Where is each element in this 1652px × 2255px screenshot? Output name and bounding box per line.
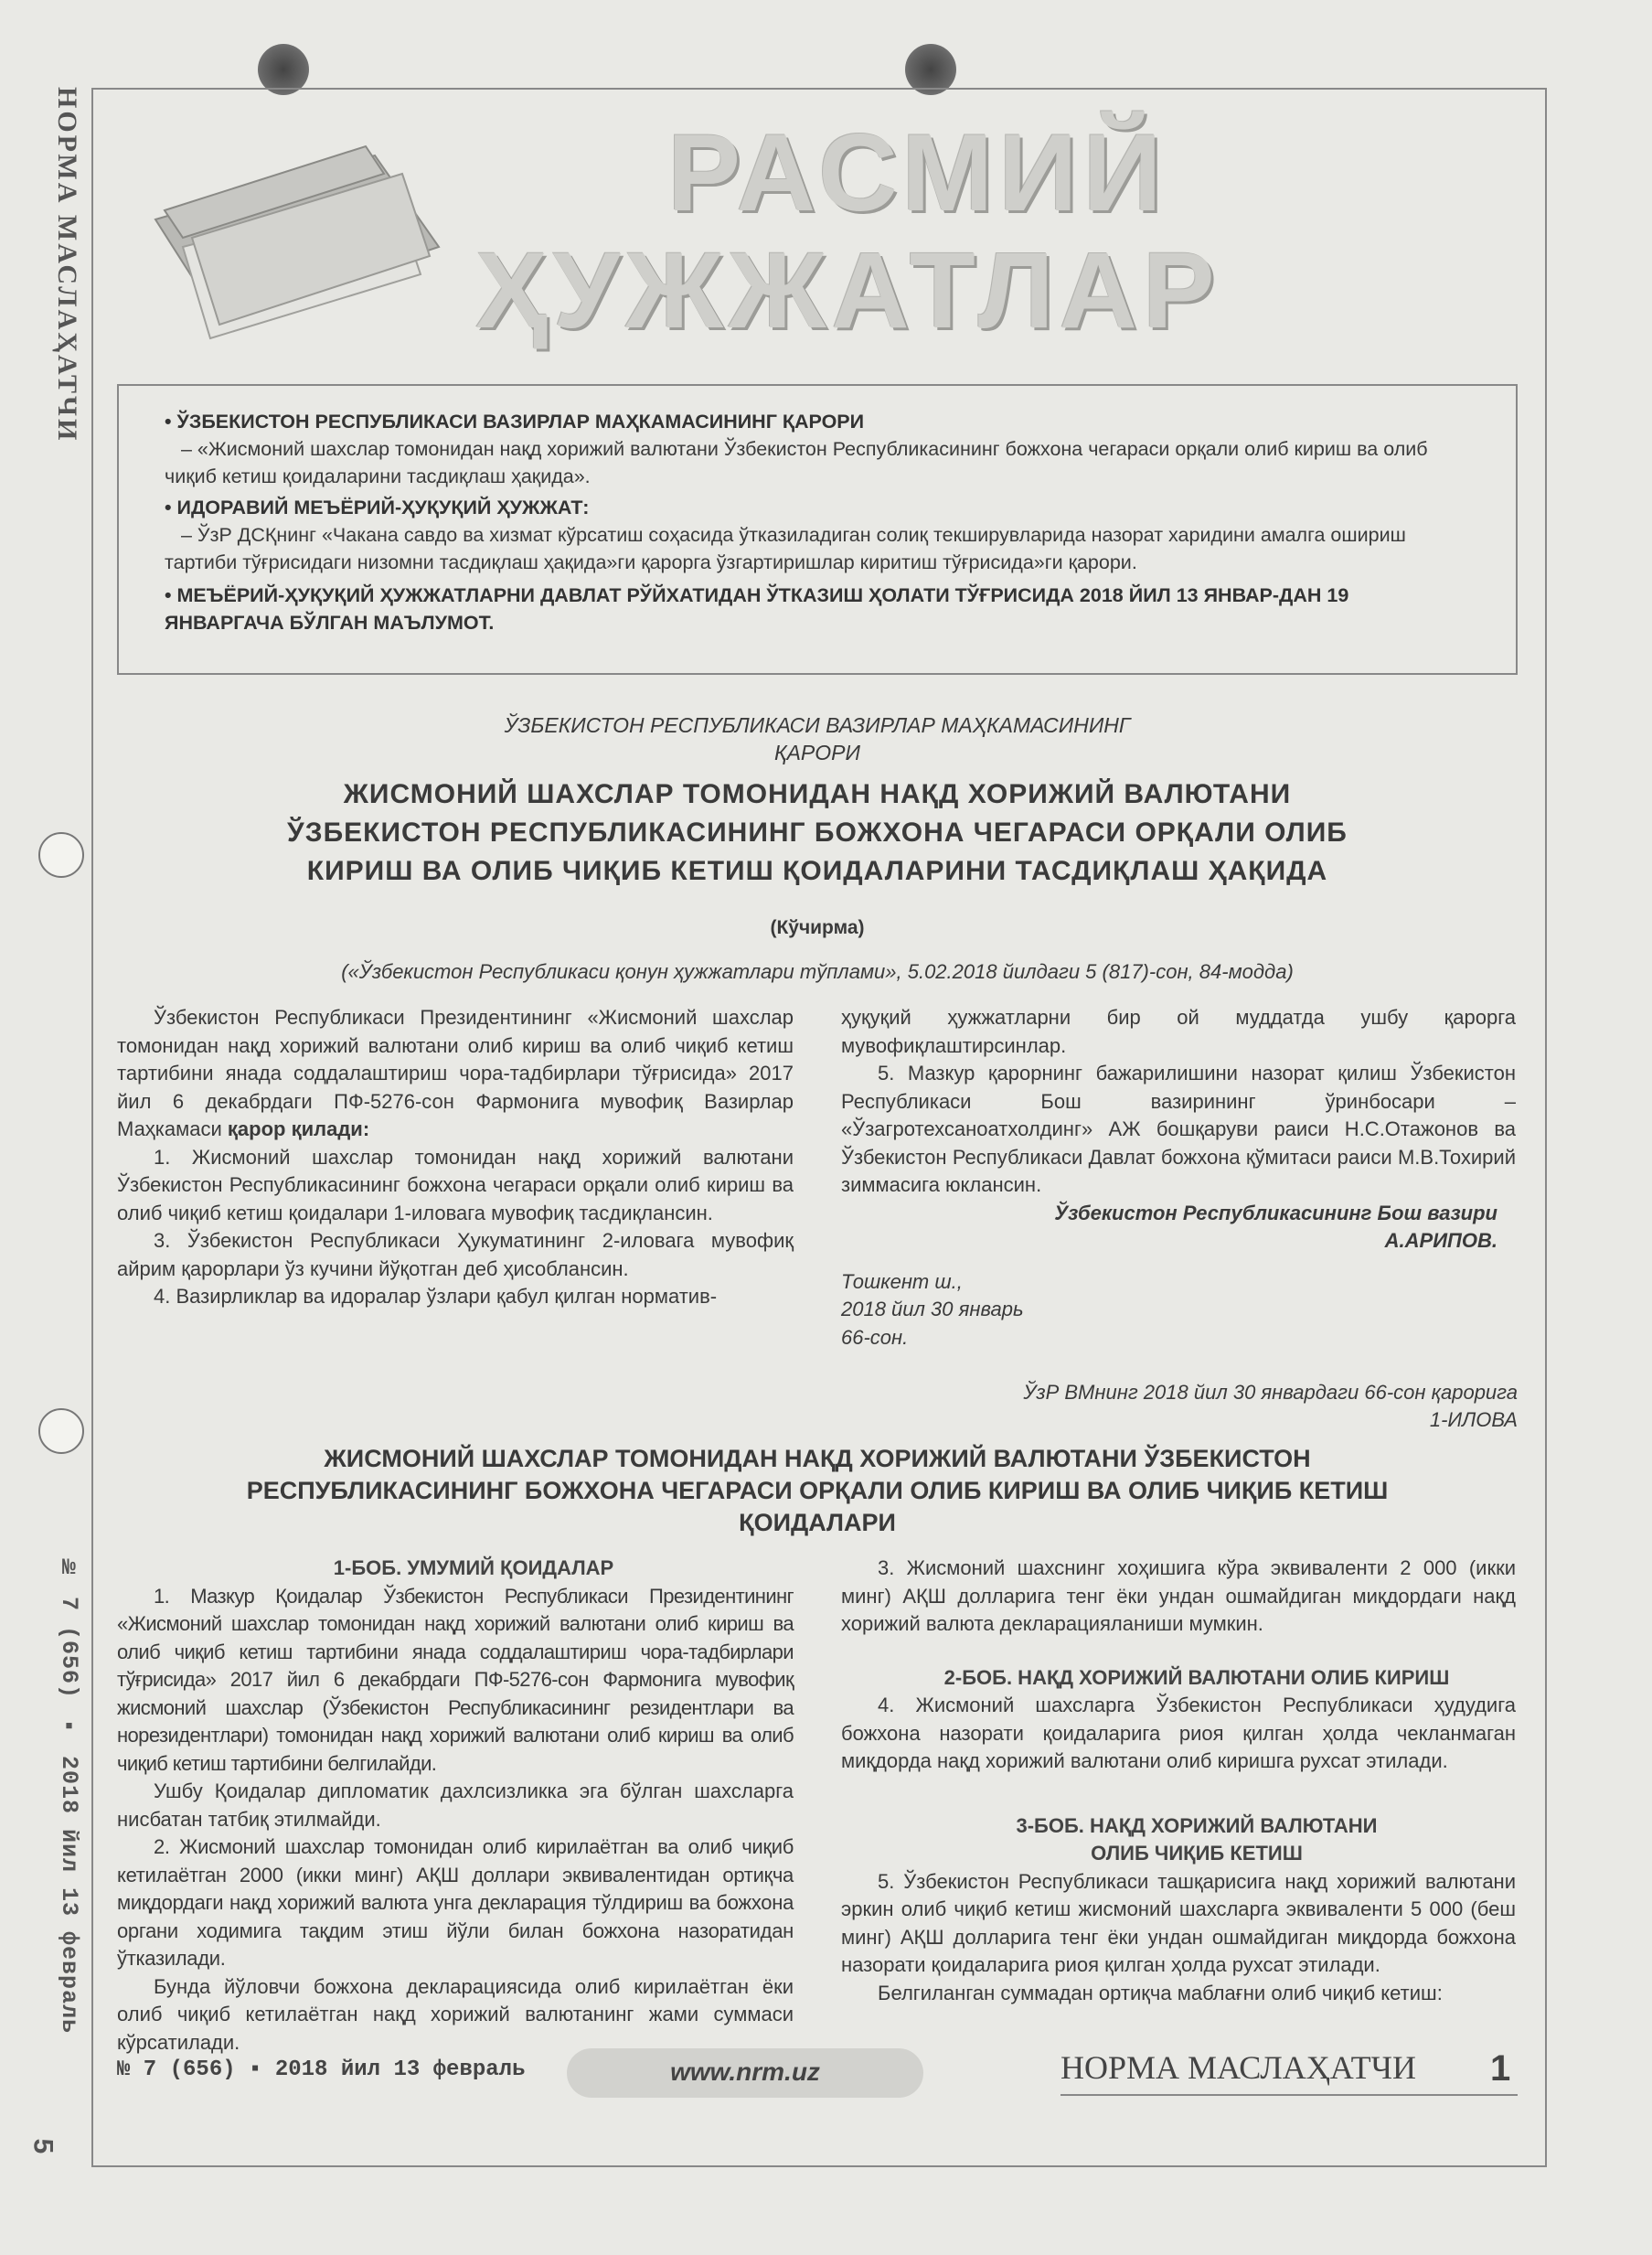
footer-journal-name: НОРМА МАСЛАҲАТЧИ — [1060, 2049, 1416, 2086]
footer-website: www.nrm.uz — [670, 2057, 820, 2086]
signing-place: Тошкент ш., — [841, 1269, 963, 1293]
annex-title-line1: ЖИСМОНИЙ ШАХСЛАР ТОМОНИДАН НАҚД ХОРИЖИЙ ВАЛЮТАНИ ЎЗБЕКИСТОН — [324, 1445, 1311, 1472]
annex-reference-line1: ЎзР ВМнинг 2018 йил 30 январдаги 66-сон қарорига — [1023, 1381, 1518, 1404]
chapter3-title-line1: 3-БОБ. НАҚД ХОРИЖИЙ ВАЛЮТАНИ — [1016, 1813, 1378, 1837]
chapter3-p1: 5. Ўзбекистон Республикаси ташқарисига нақд хорижий валютани эркин олиб чиқиб кетиш жисмоний шахсларга эквиваленти 5 000 (беш минг) АҚШ долларига тенг ёки ундан ошмайдиган миқдорда божхона назорати қоидаларига риоя қилган ҳолда рухсат этилади. — [841, 1869, 1516, 1976]
toc-item2-text: – ЎзР ДСҚнинг «Чакана савдо ва хизмат кўрсатиш соҳасида ўтказиладиган солиқ текширувларида назорат харидини амалга ошириш тартиби тўғрисидаги низомни тасдиқлаш ҳақида»ги қарорга ўзгартиришлар киритиш тўғрисида»ги қарори. — [165, 524, 1406, 573]
chapter1-p5: 3. Жисмоний шахснинг хоҳишига кўра эквиваленти 2 000 (икки минг) АҚШ долларига тенг ёки ундан ошмайдиган миқдордаги нақд хорижий валюта декларацияланиши мумкин. — [841, 1556, 1516, 1635]
header-title-line2: ҲУЖЖАТЛАР — [475, 230, 1220, 351]
resolution-right-p1: ҳуқуқий ҳужжатларни бир ой муддатда ушбу қарорга мувофиқлаштирсинлар. — [841, 1006, 1516, 1057]
resolution-decision: қарор қилади: — [227, 1117, 370, 1140]
header-title-line1: РАСМИЙ — [667, 112, 1167, 234]
resolution-issuer-line2: ҚАРОРИ — [774, 741, 860, 764]
chapter3-p2: Белгиланган суммадан ортиқча маблағни олиб чиқиб кетиш: — [878, 1981, 1443, 2004]
resolution-title-line1: ЖИСМОНИЙ ШАХСЛАР ТОМОНИДАН НАҚД ХОРИЖИЙ ВАЛЮТАНИ — [343, 779, 1292, 809]
binder-hole-top — [38, 832, 84, 878]
margin-page-number: 5 — [27, 2138, 59, 2154]
chapter1-p2: Ушбу Қоидалар дипломатик дахлсизликка эга бўлган шахсларга нисбатан татбиқ этилмайди. — [117, 1779, 794, 1831]
signature-title: Ўзбекистон Республикасининг Бош вазири — [1054, 1201, 1497, 1224]
resolution-left-p4: 4. Вазирликлар ва идоралар ўзлари қабул қилган норматив- — [154, 1285, 718, 1308]
contents-box — [117, 384, 1518, 675]
chapter3-title — [841, 1812, 1516, 1868]
annex-reference-line2: 1-ИЛОВА — [1429, 1408, 1518, 1431]
resolution-number: 66-сон. — [841, 1325, 909, 1349]
chapter1-title: 1-БОБ. УМУМИЙ ҚОИДАЛАР — [333, 1556, 614, 1579]
resolution-source: («Ўзбекистон Республикаси қонун ҳужжатлари тўплами», 5.02.2018 йилдаги 5 (817)-сон, 84-модда) — [341, 960, 1294, 983]
resolution-title-line2: ЎЗБЕКИСТОН РЕСПУБЛИКАСИНИНГ БОЖХОНА ЧЕГАРАСИ ОРҚАЛИ ОЛИБ — [287, 818, 1348, 848]
chapter2-p1: 4. Жисмоний шахсларга Ўзбекистон Республикаси ҳудудига божхона назорати қоидаларига риоя қилган ҳолда чекланмаган миқдорда нақд хорижий валютани олиб киришга рухсат этилади. — [841, 1694, 1516, 1772]
resolution-issuer-line1: ЎЗБЕКИСТОН РЕСПУБЛИКАСИ ВАЗИРЛАР МАҲКАМАСИНИНГ — [504, 713, 1131, 737]
chapter1-p3: 2. Жисмоний шахслар томонидан олиб кирилаётган ва олиб чиқиб кетилаётган 2000 (икки минг) АҚШ доллари эквивалентидан ортиқча миқдордаги нақд хорижий валюта унга декларация тўлдириш ва божхона органи ходимига тақдим этиш йўли билан божхона назоратидан ўтказилади. — [117, 1835, 794, 1970]
signing-date: 2018 йил 30 январь — [841, 1298, 1024, 1320]
signature-name: А.АРИПОВ. — [1384, 1229, 1497, 1252]
annex-left-column — [117, 1555, 794, 2057]
chapter3-title-line2: ОЛИБ ЧИҚИБ КЕТИШ — [1091, 1842, 1303, 1865]
resolution-left-p3: 3. Ўзбекистон Республикаси Ҳукуматининг 2-иловага мувофиқ айрим қарорлари ўз кучини йўқотган деб ҳисоблансин. — [117, 1229, 794, 1280]
chapter1-p1: 1. Мазкур Қоидалар Ўзбекистон Республикаси Президентининг «Жисмоний шахслар томонидан нақд хорижий валютани олиб кириш ва олиб чиқиб кетиш тартибини янада соддалаштириш чора-тадбирлари тўғрисида» 2017 йил 6 декабрдаги ПФ-5276-сон Фармонига мувофиқ жисмоний шахслар (Ўзбекистон Республикасининг резидентлари ва норезидентлари) томонидан нақд хорижий валютани олиб кириш ва олиб чиқиб кетиш тартибини белгилайди. — [117, 1584, 794, 1775]
toc-item1-heading: • ЎЗБЕКИСТОН РЕСПУБЛИКАСИ ВАЗИРЛАР МАҲКАМАСИНИНГ ҚАРОРИ — [165, 411, 865, 433]
toc-item2-heading: • ИДОРАВИЙ МЕЪЁРИЙ-ҲУҚУҚИЙ ҲУЖЖАТ: — [165, 497, 590, 518]
chapter2-title: 2-БОБ. НАҚД ХОРИЖИЙ ВАЛЮТАНИ ОЛИБ КИРИШ — [943, 1665, 1450, 1689]
resolution-issuer — [117, 711, 1518, 766]
footer-issue-info: № 7 (656) ▪ 2018 йил 13 февраль — [117, 2057, 526, 2082]
resolution-left-p2: 1. Жисмоний шахслар томонидан нақд хорижий валютани Ўзбекистон Республикасининг божхона чегараси орқали олиб кириш ва олиб чиқиб кетиш қоидалари 1-иловага мувофиқ тасдиқлансин. — [117, 1145, 794, 1224]
footer-page-number: 1 — [1490, 2048, 1511, 2089]
resolution-left-p1 — [117, 1004, 794, 1144]
margin-issue-info: № 7 (656) ▪ 2018 йил 13 февраль — [56, 1555, 82, 2035]
annex-title-line2: РЕСПУБЛИКАСИНИНГ БОЖХОНА ЧЕГАРАСИ ОРҚАЛИ ОЛИБ КИРИШ ВА ОЛИБ ЧИҚИБ КЕТИШ — [246, 1477, 1389, 1504]
annex-reference — [823, 1379, 1518, 1434]
resolution-preamble: Ўзбекистон Республикаси Президентининг «Жисмоний шахслар томонидан нақд хорижий валютани олиб кириш ва олиб чиқиб кетиш тартибини янада соддалаштириш чора-тадбирлари тўғрисида» 2017 йил 6 декабрдаги ПФ-5276-сон Фармонига мувофиқ Вазирлар Маҳкамаси — [117, 1006, 794, 1140]
resolution-left-column — [117, 1004, 794, 1311]
chapter1-p4: Бунда йўловчи божхона декларациясида олиб кирилаётган ёки олиб чиқиб кетилаётган нақд хорижий валютанинг жами суммаси кўрсатилади. — [117, 1974, 794, 2054]
extract-label: (Кўчирма) — [770, 917, 865, 938]
margin-journal-name: НОРМА МАСЛАҲАТЧИ — [52, 87, 82, 444]
resolution-title — [117, 775, 1518, 891]
annex-title — [117, 1443, 1518, 1539]
footer-rule — [1060, 2094, 1518, 2096]
resolution-title-line3: КИРИШ ВА ОЛИБ ЧИҚИБ КЕТИШ ҚОИДАЛАРИНИ ТАСДИҚЛАШ ҲАҚИДА — [306, 856, 1328, 886]
annex-right-column — [841, 1555, 1516, 2007]
toc-item3-heading: • МЕЪЁРИЙ-ҲУҚУҚИЙ ҲУЖЖАТЛАРНИ ДАВЛАТ РЎЙХАТИДАН ЎТКАЗИШ ҲОЛАТИ ТЎҒРИСИДА 2018 ЙИЛ 13 ЯНВАР-ДАН 19 ЯНВАРГАЧА БЎЛГАН МАЪЛУМОТ. — [165, 584, 1349, 634]
resolution-right-column — [841, 1004, 1516, 1352]
annex-title-line3: ҚОИДАЛАРИ — [739, 1509, 896, 1536]
resolution-right-p2: 5. Мазкур қарорнинг бажарилишини назорат қилиш Ўзбекистон Республикаси Бош вазирининг ўринбосари – «Ўзагротехсаноатхолдинг» АЖ бошқаруви раиси Н.С.Отажонов ва Ўзбекистон Республикаси Давлат божхона қўмитаси раиси М.В.Тохирий зиммасига юклансин. — [841, 1062, 1516, 1196]
binder-hole-bottom — [38, 1408, 84, 1454]
toc-item1-text: – «Жисмоний шахслар томонидан нақд хорижий валютани Ўзбекистон Республикасининг божхона чегараси орқали олиб кириш ва олиб чиқиб кетиш қоидаларини тасдиқлаш ҳақида». — [165, 438, 1428, 487]
folder-icon — [146, 137, 448, 347]
